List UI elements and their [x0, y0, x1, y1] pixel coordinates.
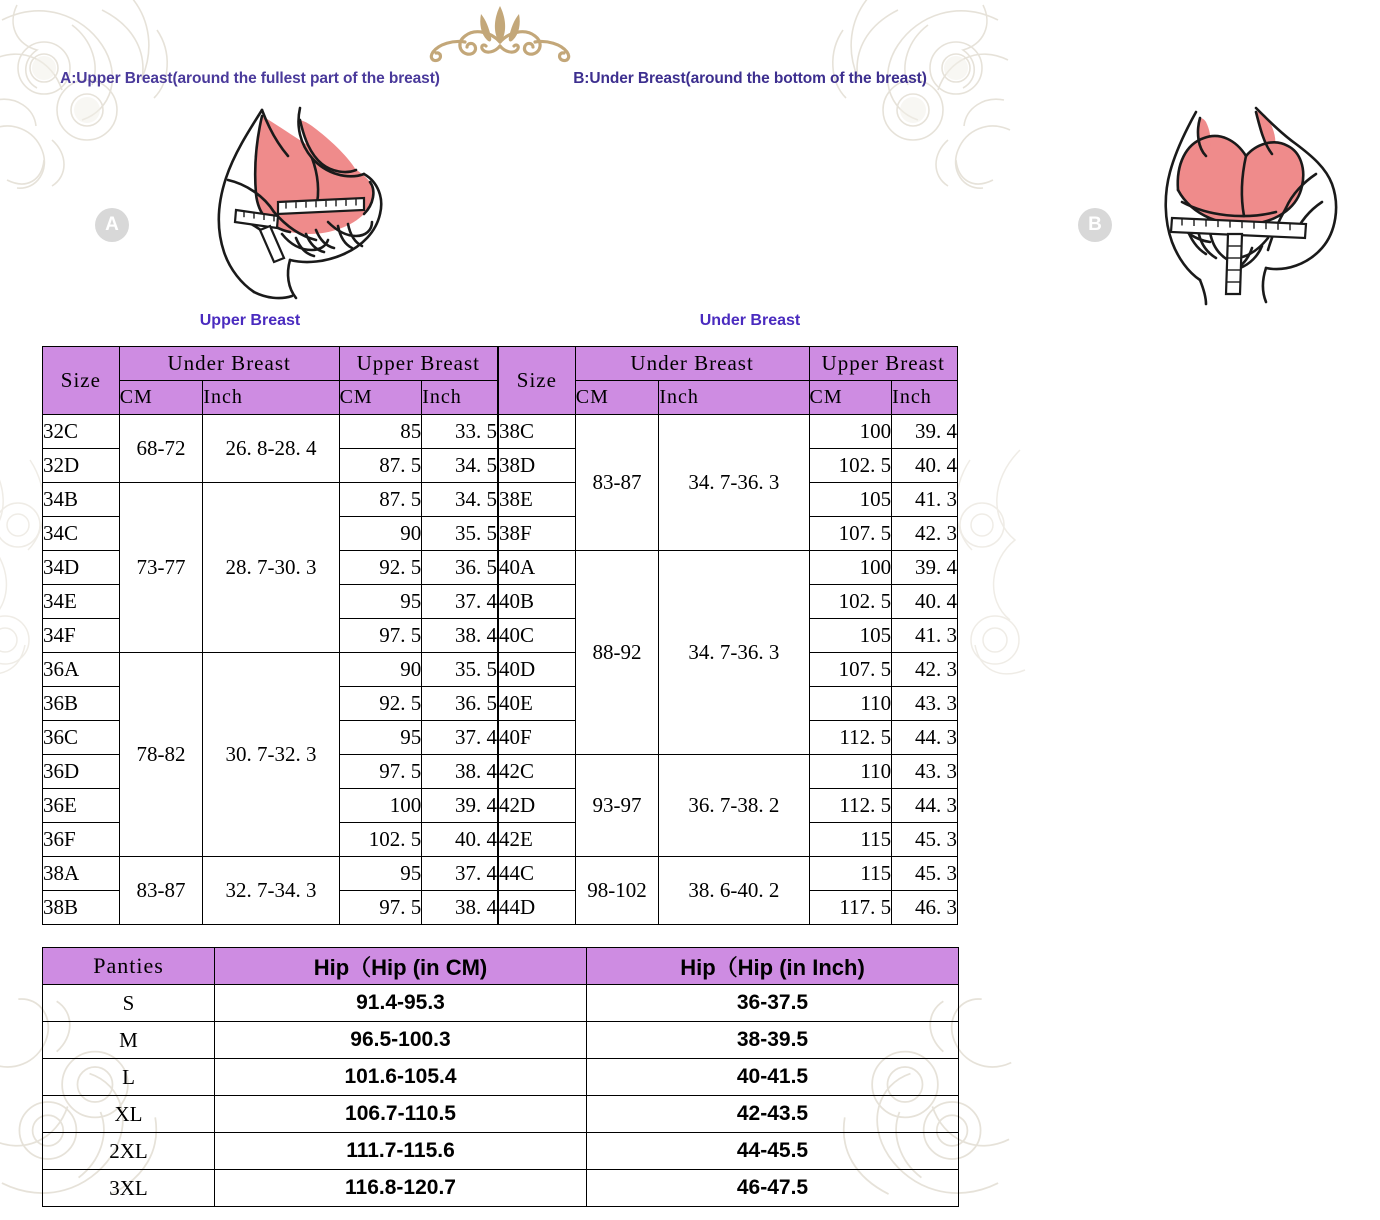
cell-upper-breast-inch: 39. 4 [892, 415, 958, 449]
header-size: Size [499, 347, 576, 415]
cell-upper-breast-inch: 43. 3 [892, 755, 958, 789]
cell-upper-breast-cm: 110 [809, 755, 892, 789]
illustration-row [0, 0, 1102, 338]
figure-under-breast-icon [1120, 98, 1380, 313]
cell-upper-breast-cm: 92. 5 [339, 687, 422, 721]
cell-size: 32D [43, 449, 120, 483]
table-row [43, 1022, 959, 1059]
cell-upper-breast-inch: 44. 3 [892, 721, 958, 755]
cell-upper-breast-cm: 100 [809, 551, 892, 585]
cell-panties-size: M [43, 1022, 215, 1059]
cell-size: 36B [43, 687, 120, 721]
header-under-inch: Inch [203, 381, 339, 415]
cell-under-breast-inch: 36. 7-38. 2 [659, 755, 809, 857]
table-header-row [43, 347, 498, 381]
header-hip-inch: Hip（Hip (in Inch) [587, 948, 959, 985]
cell-upper-breast-cm: 95 [339, 721, 422, 755]
cell-panties-size: L [43, 1059, 215, 1096]
cell-hip-inch: 36-37.5 [587, 985, 959, 1022]
cell-upper-breast-cm: 110 [809, 687, 892, 721]
cell-upper-breast-inch: 40. 4 [422, 823, 498, 857]
cell-panties-size: 3XL [43, 1170, 215, 1207]
cell-size: 36F [43, 823, 120, 857]
bra-size-tables [42, 346, 958, 925]
cell-upper-breast-cm: 102. 5 [809, 449, 892, 483]
header-upper-inch: Inch [422, 381, 498, 415]
cell-upper-breast-inch: 34. 5 [422, 449, 498, 483]
cell-upper-breast-cm: 90 [339, 517, 422, 551]
cell-upper-breast-inch: 45. 3 [892, 857, 958, 891]
header-under-inch: Inch [659, 381, 809, 415]
cell-under-breast-cm: 83-87 [575, 415, 659, 551]
cell-upper-breast-inch: 38. 4 [422, 891, 498, 925]
cell-hip-cm: 111.7-115.6 [215, 1133, 587, 1170]
cell-hip-inch: 38-39.5 [587, 1022, 959, 1059]
header-upper-cm: CM [339, 381, 422, 415]
cell-upper-breast-cm: 117. 5 [809, 891, 892, 925]
panties-size-table-wrap [42, 947, 958, 1207]
cell-upper-breast-cm: 102. 5 [809, 585, 892, 619]
illustration-upper-breast [0, 0, 500, 338]
caption-under-breast: B:Under Breast(around the bottom of the breast) [573, 70, 927, 87]
cell-upper-breast-inch: 42. 3 [892, 653, 958, 687]
header-under-cm: CM [119, 381, 203, 415]
table-row [43, 1133, 959, 1170]
table-row [499, 755, 958, 789]
cell-hip-inch: 46-47.5 [587, 1170, 959, 1207]
cell-panties-size: XL [43, 1096, 215, 1133]
cell-hip-cm: 106.7-110.5 [215, 1096, 587, 1133]
cell-size: 38E [499, 483, 576, 517]
table-row [43, 415, 498, 449]
badge-a: A [95, 208, 129, 242]
cell-size: 34E [43, 585, 120, 619]
badge-b: B [1078, 208, 1112, 242]
cell-size: 40C [499, 619, 576, 653]
cell-hip-cm: 116.8-120.7 [215, 1170, 587, 1207]
cell-upper-breast-inch: 34. 5 [422, 483, 498, 517]
cell-upper-breast-inch: 38. 4 [422, 619, 498, 653]
table-row [499, 415, 958, 449]
header-under-cm: CM [575, 381, 659, 415]
table-header-row [499, 347, 958, 381]
cell-size: 32C [43, 415, 120, 449]
cell-upper-breast-inch: 35. 5 [422, 517, 498, 551]
cell-upper-breast-cm: 100 [339, 789, 422, 823]
table-row [43, 1170, 959, 1207]
cell-under-breast-cm: 93-97 [575, 755, 659, 857]
table-row [43, 985, 959, 1022]
panties-body [43, 985, 959, 1207]
cell-upper-breast-inch: 39. 4 [892, 551, 958, 585]
bra-left-body [43, 415, 498, 925]
cell-size: 38A [43, 857, 120, 891]
header-upper-inch: Inch [892, 381, 958, 415]
cell-upper-breast-inch: 40. 4 [892, 449, 958, 483]
cell-under-breast-inch: 30. 7-32. 3 [203, 653, 339, 857]
bra-size-table-left [42, 346, 498, 925]
table-row [499, 857, 958, 891]
cell-under-breast-inch: 38. 6-40. 2 [659, 857, 809, 925]
cell-size: 38C [499, 415, 576, 449]
cell-size: 42D [499, 789, 576, 823]
header-upper-cm: CM [809, 381, 892, 415]
cell-size: 42E [499, 823, 576, 857]
cell-upper-breast-inch: 41. 3 [892, 483, 958, 517]
cell-size: 34B [43, 483, 120, 517]
cell-upper-breast-inch: 43. 3 [892, 687, 958, 721]
figure-label-upper-breast: Upper Breast [199, 312, 301, 329]
cell-upper-breast-inch: 37. 4 [422, 857, 498, 891]
cell-size: 40B [499, 585, 576, 619]
cell-upper-breast-inch: 37. 4 [422, 721, 498, 755]
cell-upper-breast-inch: 36. 5 [422, 687, 498, 721]
cell-hip-cm: 96.5-100.3 [215, 1022, 587, 1059]
cell-upper-breast-cm: 115 [809, 823, 892, 857]
cell-size: 42C [499, 755, 576, 789]
cell-size: 36A [43, 653, 120, 687]
cell-upper-breast-cm: 105 [809, 483, 892, 517]
header-panties-size: Panties [43, 948, 215, 985]
cell-under-breast-inch: 32. 7-34. 3 [203, 857, 339, 925]
cell-upper-breast-inch: 40. 4 [892, 585, 958, 619]
cell-upper-breast-cm: 85 [339, 415, 422, 449]
bra-size-table-right [498, 346, 958, 925]
cell-hip-inch: 44-45.5 [587, 1133, 959, 1170]
header-under-breast: Under Breast [119, 347, 339, 381]
cell-size: 34C [43, 517, 120, 551]
cell-upper-breast-cm: 107. 5 [809, 517, 892, 551]
header-hip-cm: Hip（Hip (in CM) [215, 948, 587, 985]
cell-size: 38B [43, 891, 120, 925]
cell-under-breast-inch: 26. 8-28. 4 [203, 415, 339, 483]
cell-size: 36D [43, 755, 120, 789]
cell-panties-size: 2XL [43, 1133, 215, 1170]
cell-under-breast-cm: 78-82 [119, 653, 203, 857]
cell-under-breast-cm: 83-87 [119, 857, 203, 925]
table-row [43, 1059, 959, 1096]
cell-size: 36C [43, 721, 120, 755]
figure-label-under-breast: Under Breast [699, 312, 801, 329]
cell-under-breast-inch: 34. 7-36. 3 [659, 551, 809, 755]
cell-upper-breast-inch: 38. 4 [422, 755, 498, 789]
cell-upper-breast-cm: 107. 5 [809, 653, 892, 687]
illustration-under-breast [500, 0, 1102, 338]
cell-hip-cm: 101.6-105.4 [215, 1059, 587, 1096]
cell-upper-breast-cm: 112. 5 [809, 789, 892, 823]
cell-size: 44C [499, 857, 576, 891]
panties-size-table [42, 947, 959, 1207]
cell-upper-breast-inch: 33. 5 [422, 415, 498, 449]
table-row [499, 551, 958, 585]
cell-under-breast-cm: 68-72 [119, 415, 203, 483]
cell-hip-inch: 40-41.5 [587, 1059, 959, 1096]
caption-upper-breast: A:Upper Breast(around the fullest part of the breast) [60, 70, 440, 87]
cell-upper-breast-inch: 36. 5 [422, 551, 498, 585]
cell-upper-breast-inch: 39. 4 [422, 789, 498, 823]
cell-upper-breast-inch: 37. 4 [422, 585, 498, 619]
cell-under-breast-inch: 34. 7-36. 3 [659, 415, 809, 551]
cell-under-breast-cm: 98-102 [575, 857, 659, 925]
cell-upper-breast-inch: 41. 3 [892, 619, 958, 653]
cell-upper-breast-cm: 97. 5 [339, 891, 422, 925]
cell-size: 40F [499, 721, 576, 755]
cell-panties-size: S [43, 985, 215, 1022]
cell-upper-breast-cm: 87. 5 [339, 449, 422, 483]
cell-upper-breast-cm: 95 [339, 857, 422, 891]
cell-under-breast-inch: 28. 7-30. 3 [203, 483, 339, 653]
cell-upper-breast-cm: 97. 5 [339, 619, 422, 653]
cell-upper-breast-inch: 42. 3 [892, 517, 958, 551]
cell-hip-inch: 42-43.5 [587, 1096, 959, 1133]
cell-upper-breast-cm: 100 [809, 415, 892, 449]
figure-upper-breast-icon [150, 98, 410, 313]
cell-size: 34D [43, 551, 120, 585]
cell-upper-breast-inch: 45. 3 [892, 823, 958, 857]
cell-size: 38F [499, 517, 576, 551]
cell-size: 44D [499, 891, 576, 925]
cell-under-breast-cm: 88-92 [575, 551, 659, 755]
header-upper-breast: Upper Breast [339, 347, 497, 381]
cell-size: 40A [499, 551, 576, 585]
cell-hip-cm: 91.4-95.3 [215, 985, 587, 1022]
cell-size: 40D [499, 653, 576, 687]
header-upper-breast: Upper Breast [809, 347, 958, 381]
header-under-breast: Under Breast [575, 347, 809, 381]
cell-upper-breast-cm: 90 [339, 653, 422, 687]
cell-size: 40E [499, 687, 576, 721]
cell-upper-breast-cm: 115 [809, 857, 892, 891]
cell-upper-breast-cm: 105 [809, 619, 892, 653]
cell-upper-breast-cm: 95 [339, 585, 422, 619]
cell-upper-breast-inch: 44. 3 [892, 789, 958, 823]
cell-upper-breast-inch: 35. 5 [422, 653, 498, 687]
header-size: Size [43, 347, 120, 415]
cell-under-breast-cm: 73-77 [119, 483, 203, 653]
table-row [43, 483, 498, 517]
table-row [43, 857, 498, 891]
cell-upper-breast-cm: 112. 5 [809, 721, 892, 755]
cell-upper-breast-cm: 97. 5 [339, 755, 422, 789]
cell-upper-breast-cm: 102. 5 [339, 823, 422, 857]
cell-upper-breast-inch: 46. 3 [892, 891, 958, 925]
cell-size: 38D [499, 449, 576, 483]
cell-upper-breast-cm: 87. 5 [339, 483, 422, 517]
panties-header-row [43, 948, 959, 985]
cell-size: 34F [43, 619, 120, 653]
table-row [43, 1096, 959, 1133]
bra-right-body [499, 415, 958, 925]
cell-upper-breast-cm: 92. 5 [339, 551, 422, 585]
table-row [43, 653, 498, 687]
cell-size: 36E [43, 789, 120, 823]
